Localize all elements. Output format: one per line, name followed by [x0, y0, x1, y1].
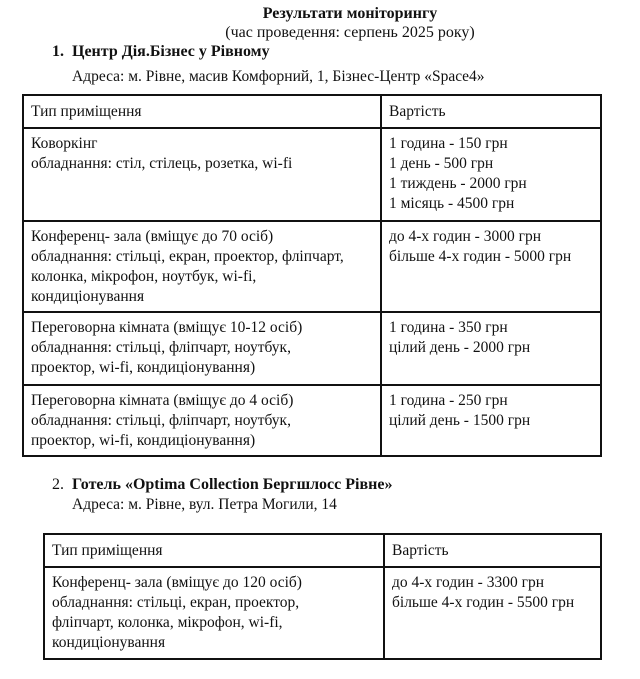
price-line: 1 година - 350 грн — [389, 319, 508, 336]
section-number: 2. — [52, 476, 64, 493]
room-equipment-line: кондиціонування — [52, 634, 166, 651]
section-2-address: Адреса: м. Рівне, вул. Петра Могили, 14 — [72, 496, 337, 513]
table-row — [23, 221, 601, 312]
price-cell — [384, 567, 601, 659]
room-type-line: Конференц- зала (вміщує до 120 осіб) — [52, 574, 302, 591]
price-line: до 4-х годин - 3000 грн — [389, 228, 541, 245]
room-equipment-line: обладнання: стільці, фліпчарт, ноутбук, — [31, 412, 291, 429]
table-row — [23, 385, 601, 456]
column-header-type: Тип приміщення — [44, 534, 384, 567]
section-1-heading — [52, 42, 270, 62]
room-type-cell — [44, 567, 384, 659]
room-equipment-line: обладнання: стіл, стілець, розетка, wi-fi — [31, 155, 293, 172]
room-equipment-line: обладнання: стільці, екран, проектор, — [52, 594, 300, 611]
price-cell — [381, 312, 601, 385]
price-line: 1 день - 500 грн — [389, 155, 494, 172]
price-line: більше 4-х годин - 5500 грн — [392, 594, 575, 611]
room-type-line: Конференц- зала (вміщує до 70 осіб) — [31, 228, 274, 245]
room-equipment-line: обладнання: стільці, фліпчарт, ноутбук, — [31, 339, 291, 356]
room-type-line: Переговорна кімната (вміщує 10-12 осіб) — [31, 319, 303, 336]
room-equipment-line: проектор, wi-fi, кондиціонування) — [31, 359, 256, 376]
room-type-line: Коворкінг — [31, 135, 98, 152]
section-1-pricing-table — [22, 94, 602, 457]
price-line: 1 година - 150 грн — [389, 135, 508, 152]
section-name: Готель «Optima Collection Бергшлосс Рівне» — [72, 476, 393, 493]
room-type-line: Переговорна кімната (вміщує до 4 осіб) — [31, 392, 294, 409]
room-type-cell — [23, 128, 381, 221]
room-equipment-line: проектор, wi-fi, кондиціонування) — [31, 432, 256, 449]
section-2-pricing-table — [43, 533, 602, 660]
document-title: Результати моніторингу — [262, 5, 438, 22]
section-name: Центр Дія.Бізнес у Рівному — [72, 43, 270, 60]
table-header-row — [44, 534, 601, 567]
table-row — [23, 312, 601, 385]
section-2-heading — [52, 475, 392, 495]
section-1-address: Адреса: м. Рівне, масив Комфорний, 1, Бізнес-Центр «Space4» — [72, 68, 485, 85]
price-line: 1 місяць - 4500 грн — [389, 195, 515, 212]
price-line: цілий день - 2000 грн — [389, 339, 531, 356]
price-cell — [381, 385, 601, 456]
column-header-type: Тип приміщення — [23, 95, 381, 128]
section-number: 1. — [52, 43, 64, 60]
price-cell — [381, 221, 601, 312]
column-header-price: Вартість — [384, 534, 601, 567]
room-equipment-line: обладнання: стільці, екран, проектор, фліпчарт, — [31, 248, 344, 265]
price-line: більше 4-х годин - 5000 грн — [389, 248, 572, 265]
room-equipment-line: фліпчарт, колонка, мікрофон, wi-fi, — [52, 614, 283, 631]
document-subtitle: (час проведення: серпень 2025 року) — [225, 24, 475, 41]
table-row — [44, 567, 601, 659]
price-line: цілий день - 1500 грн — [389, 412, 531, 429]
price-line: до 4-х годин - 3300 грн — [392, 574, 544, 591]
room-type-cell — [23, 312, 381, 385]
room-equipment-line: колонка, мікрофон, ноутбук, wi-fi, — [31, 268, 257, 285]
column-header-price: Вартість — [381, 95, 601, 128]
table-header-row — [23, 95, 601, 128]
room-type-cell — [23, 385, 381, 456]
price-cell — [381, 128, 601, 221]
price-line: 1 тиждень - 2000 грн — [389, 175, 527, 192]
room-equipment-line: кондиціонування — [31, 288, 145, 305]
table-row — [23, 128, 601, 221]
room-type-cell — [23, 221, 381, 312]
price-line: 1 година - 250 грн — [389, 392, 508, 409]
